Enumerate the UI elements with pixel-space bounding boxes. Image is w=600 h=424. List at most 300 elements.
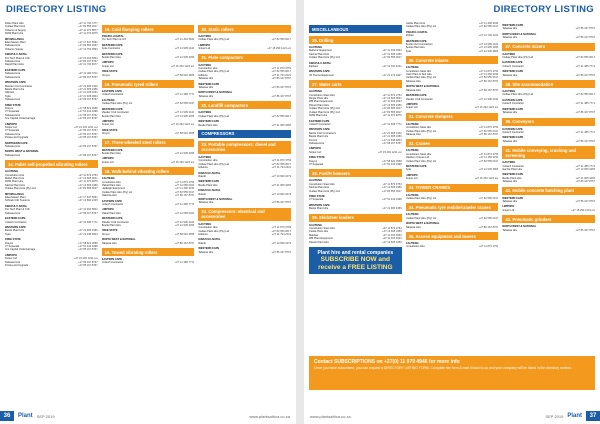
company-name: Gre Capital Undercarriage [5,248,36,252]
company-name: Outlaw Plant Hire (Pty) Ltd [405,129,437,133]
company-name: Outlaw Plant Hire (Pty) Ltd [198,114,230,118]
company-name: Dreyco [101,73,110,77]
region-heading: WESTERN CAPE [502,136,524,140]
phone-number: +27 86 167 8767 [478,225,499,229]
phone-number: +27 13 752 3893 [78,47,98,51]
phone-number: +27 12 665 3456 [382,52,402,56]
company-name: Mauder Civil Contractor [101,220,129,224]
listing-row [5,212,98,215]
category-heading: 42. Mobile concrete batching plant [502,187,595,195]
phone-number: +27 82 555 0017 [478,25,499,29]
company-name: Coltech Contractor [101,93,124,97]
region-heading: GAUTENG [101,98,115,102]
phone-number: +27 15 293 1221 ext [170,64,195,68]
region-heading: LIMPOPO [309,147,321,151]
listing-row [5,98,98,101]
left-column-3 [198,22,291,406]
listing-row [5,233,98,236]
company-name: Outlaw Plant Hire (Pty) Ltd [502,93,534,97]
region-heading: WESTERN CAPE [101,107,123,111]
phone-number: +27 86 167 8767 [78,248,98,252]
phone-number: +27 15 293 1221 ext [474,106,499,110]
phone-number: +27 11 974 8877 [78,28,98,32]
phone-number: +27 82 555 3907 [78,44,98,48]
phone-number: +27 86 167 8767 [78,211,98,215]
region-heading: NORTH WEST & NATIONAL [405,222,440,226]
region-heading: GAUTENG [502,52,516,56]
company-name: Dreyco [5,106,14,110]
region-heading: NORTH WEST & NATIONAL [198,91,233,95]
footer-brand: Plant [18,413,33,419]
company-name: Outlaw Plant Hire (Pty) Ltd [405,216,437,220]
phone-number: +27 82 555 0017 [174,102,195,106]
page-number: 37 [586,411,600,421]
region-heading: EASTERN CAPE [502,127,523,131]
company-name: Coltech Contractor [309,122,331,126]
listing-row [502,74,595,77]
listing-row [198,86,291,89]
listing-row [309,190,402,193]
phone-number: +27 21 905 3456 [174,56,195,60]
company-name: Tabassa Hire [198,201,214,205]
category-heading: 25. Drilling [309,36,402,44]
listing-row [502,111,595,114]
category-heading: 17. Three-wheeled steel rollers [102,139,195,147]
company-name: Tabassa Hire [5,211,21,215]
phone-number: +27 11 873 3753 [382,182,402,186]
company-name: Outlaw Plant Hire (Pty) Ltd [198,38,230,42]
phone-number: +27 41 486 7771 [382,122,402,126]
category-heading: 14. Pallet self-propelled vibrating rollers [5,160,98,168]
company-name: Tabassa Hire [502,228,518,232]
company-name: Pro Tech Plant & Crib [5,208,30,212]
company-name: Tabassa Hire [198,250,214,254]
company-name: Tabassa Hire [5,153,21,157]
phone-number: +27 86 167 8767 [271,77,292,81]
company-name: Schraik Crib Systems [5,199,30,203]
company-name: Bestle Civil Contractors [309,131,336,135]
region-heading: GAUTENG [502,90,516,94]
company-name: Tabassa Hire [5,145,21,148]
listing-row [102,123,195,126]
listing-row [102,152,195,155]
region-heading: GAUTENG [405,122,419,126]
region-heading: GAUTENG [405,66,419,70]
phone-number: +27 21 945 2261 [78,91,98,95]
phone-number: +27 21 905 2440 [78,84,98,88]
phone-number: +27 86 167 8767 [478,132,499,136]
company-name: Constitution Steel Hire [309,227,335,231]
listing-row [198,95,291,98]
company-name: Constitution Hire [101,180,121,184]
region-heading: FREE STATE [5,238,21,242]
company-name: Tabassa Hire [5,44,21,48]
phone-number: +27 21 905 3456 [382,207,402,211]
company-name: Ebenhaeser Plant [5,196,26,200]
phone-number: +27 82 555 0017 [382,110,402,114]
category-heading: 33. TOWER CRANES [406,184,499,192]
region-heading: WESTERN CAPE [101,52,123,56]
company-name: Bestle Plant Hire [198,183,218,187]
phone-number: +27 41 486 7771 [174,93,195,97]
phone-number: +27 82 555 0017 [382,56,402,60]
company-name: WB Plant Equipment [309,237,333,241]
region-heading: FREE STATE [101,128,118,132]
company-name: Constitution Steel Hire [405,152,432,156]
phone-number: +27 82 555 0017 [271,229,292,233]
company-name: Tabassa Hire [502,199,518,203]
category-heading: 22. Landfill compactors [198,101,291,109]
company-name: Sniper Ltd [101,64,114,68]
company-name: Makbas [309,233,319,237]
region-heading: GAUTENG [101,177,115,181]
company-name: Mauder Civil Contractor [405,97,433,101]
listing-row [198,233,291,236]
company-name: Raterit [198,192,206,196]
phone-number: +27 86 167 8767 [78,98,98,102]
company-name: Sniper Ltd [309,150,321,154]
region-heading: KWAZULU-NATAL [198,171,221,175]
region-heading: EASTERN CAPE [101,90,122,94]
category-heading: 18. Walk-behind vibrating rollers [102,167,195,175]
category-heading: 39. Conveyors [502,118,595,126]
company-name: Outlaw Plant Hire (Pty) Ltd [405,25,437,29]
phone-number: +27 86 167 8767 [174,194,195,198]
listing-row [309,198,402,201]
listing-row [309,114,402,117]
company-name: Dreyco [101,132,110,136]
ad-line-3: receive a FREE LISTING [318,263,393,271]
listing-row [5,145,98,148]
listing-row [406,168,499,171]
phone-number: +27 15 293 1221 ext [73,125,98,129]
company-name: Rapid Plant Hire [5,63,24,67]
phone-number: +27 86 167 8767 [78,145,98,148]
company-name: Coltech Contractor [502,102,524,106]
phone-number: +27 21 905 2440 [478,97,499,101]
company-name: Coltech Contractor [502,64,524,68]
left-column-1 [5,22,98,406]
listing-row [309,56,402,59]
phone-number: +27 86 167 8767 [575,139,596,143]
region-heading: WESTERN CAPE [405,164,427,168]
phone-number: +27 41 486 7771 [575,164,596,168]
phone-number: +27 21 905 2440 [174,47,195,51]
region-heading: KWAZULU-NATAL [5,53,28,57]
category-heading: 30. Concrete mixers [406,56,499,64]
phone-number: +27 12 665 3456 [78,183,98,187]
company-name: Outlaw Plant Hire (Pty) Ltd [309,56,340,60]
company-name: Outlaw Plant Hire (Pty) Ltd [405,159,437,163]
phone-number: +27 86 167 8767 [78,75,98,79]
company-name: Bestle Plant Hire [101,56,121,60]
phone-number: +27 21 945 4804 [78,232,98,236]
footer-issue: SEP 2019 [545,413,564,419]
phone-number: +27 21 905 2440 [174,111,195,115]
phone-number: +27 51 432 0498 [78,110,98,114]
category-heading: COMPRESSORS [198,130,291,138]
listing-row [502,102,595,105]
phone-number: +27 15 293 1221 ext [73,257,98,261]
company-name: JT Supacala [5,129,20,133]
listing-row [406,217,499,220]
region-heading: NORTH WEST & NATIONAL [5,150,39,154]
listing-row [406,89,499,92]
phone-number: +27 11 873 3753 [478,245,499,249]
region-heading: WESTERN CAPE [502,24,524,27]
phone-number: +27 12 665 0021 [78,177,98,181]
listing-row [502,140,595,143]
company-name: Tabassa Hire [101,241,117,245]
listing-row [198,201,291,204]
category-heading: 21. Plate compactors [198,54,291,62]
phone-number: +27 11 794 7277 [78,22,98,25]
listing-row [502,200,595,203]
phone-number: +27 11 466 9333 [382,233,402,237]
phone-number: +27 58 622 3658 [174,232,195,236]
company-name: RHW Plant Hire [5,180,24,184]
company-name: Outlaw Plant Hire [5,25,26,29]
phone-number: +27 11 794 2221 [271,233,292,236]
listing-row [309,142,402,145]
listing-row [406,98,499,101]
company-name: Tabassa Hire [5,260,21,264]
phone-number: +27 15 293 1221 ext [267,47,292,51]
phone-number: +27 21 905 3456 [78,87,98,91]
phone-number: +27 86 167 8767 [78,129,98,133]
company-name: Cash Plant & Tool Hire [405,73,432,77]
right-column-1-list [309,25,402,244]
phone-number: +27 11 794 2221 [271,73,292,77]
region-heading: WESTERN CAPE [502,173,524,177]
category-heading: 27. Water carts [309,80,402,88]
footer-site[interactable]: www.plantsafrica.co.za [310,413,351,419]
company-name: Dreyco [101,232,110,236]
listing-row [502,36,595,39]
region-heading: WESTERN CAPE [405,94,427,98]
listing-row [5,76,98,79]
region-heading: FREE STATE [309,195,325,198]
company-name: Tabassa Hire [405,225,421,229]
listing-row [406,133,499,136]
listing-row [102,161,195,164]
region-heading: MPUMALANGA [5,192,25,196]
phone-number: +27 15 293 1221 ext [377,150,402,154]
phone-number: +27 12 665 3456 [382,240,402,244]
phone-number: +27 41 486 7771 [174,261,195,265]
phone-number: +27 86 167 8767 [78,113,98,117]
phone-number: +27 41 484 5711 [78,72,98,76]
phone-number: +27 12 665 3456 [382,103,402,107]
region-heading: WESTERN CAPE [101,217,123,221]
listing-row [5,264,98,267]
region-heading: NORTH WEST & NATIONAL [502,225,537,229]
phone-number: +27 13 690 2225 [78,199,98,203]
region-heading: FREE STATE [101,229,118,233]
phone-number: +27 11 974 4875 [382,114,402,118]
phone-number: +27 15 293 1221 ext [571,208,596,212]
phone-number: +27 11 974 4875 [78,32,98,36]
left-footer [0,411,296,421]
company-name: Hillcrest [5,91,15,95]
company-name: Constitution Hire [198,226,218,230]
phone-number: +27 86 167 8767 [271,86,292,90]
phone-number: +27 21 905 3456 [174,114,195,118]
footer-site[interactable]: www.plantsafrica.co.za [249,413,290,419]
listing-row [309,241,402,244]
region-heading: LIMPOPO [5,122,17,126]
company-name: Malheric Equipment [309,49,332,53]
phone-number: +27 86 167 8767 [575,199,596,203]
listing-row [102,93,195,96]
listing-row [102,203,195,206]
listing-row [502,56,595,59]
region-heading: WESTERN CAPE [5,225,26,229]
region-heading: LIMPOPO [502,205,515,209]
phone-number: +27 86 167 8767 [478,79,499,83]
phone-number: +27 11 873 3753 [271,226,292,230]
company-name: Syke [5,232,11,236]
region-heading: NORTH WEST & NATIONAL [405,85,440,89]
phone-number: +27 86 167 8767 [78,132,98,136]
region-heading: WESTERN CAPE [405,39,427,43]
phone-number: +27 11 873 3753 [174,180,195,184]
phone-number: +27 82 555 0017 [174,190,195,194]
phone-number: +27 21 905 2440 [174,220,195,224]
phone-number: +27 58 622 3658 [78,241,98,245]
company-name: Constitution Hire [198,159,218,163]
phone-number: +27 41 486 7771 [78,220,98,224]
phone-number: +27 11 873 3753 [478,152,499,156]
region-heading: GAUTENG [309,179,322,183]
company-name: Outlaw Plant Hire (Pty) Ltd [502,56,534,60]
region-heading: LIMPOPO [101,61,114,65]
ad-line-1: Plant hire and rental companies [317,250,394,257]
company-name: Sachia Plant Hire [5,183,26,187]
phone-number: +27 41 486 7771 [575,64,596,68]
phone-number: +27 12 665 3456 [382,186,402,190]
company-name: Tabassa Hire [5,60,21,64]
phone-number: +27 82 555 0017 [478,216,499,220]
phone-number: +27 21 905 3456 [174,224,195,228]
category-heading: 35. Access equipment and towers [406,232,499,240]
phone-number: +27 13 690 1673 [271,174,292,178]
region-heading: WESTERN CAPE [502,70,524,74]
company-name: Tabassa Hire [502,36,518,40]
company-name: Hidelvia [198,233,208,236]
phone-number: +27 21 905 2440 [478,43,499,47]
left-page [0,0,296,424]
listing-row [406,226,499,229]
region-heading: FREE STATE [309,156,325,160]
listing-row [502,93,595,96]
phone-number: +27 21 905 3456 [174,151,195,155]
company-name: Outlaw Plant Hire (Pty) Ltd [309,107,340,111]
region-heading: NORTH WEST & NATIONAL [101,238,136,242]
company-name: Bestle Plant Hire [198,123,218,127]
listing-row [102,74,195,77]
company-name: Dreyco [5,241,14,245]
phone-number: +27 11 466 9333 [382,237,402,241]
company-name: Sachia Plant Hire [309,186,330,190]
phone-number: +27 11 466 9333 [478,73,499,77]
company-name: Dreyco [309,159,318,163]
listing-row [309,207,402,210]
contact-line-1: Contact SUBSCRIPTIONS on +27(0) 11 979 4946 for more info [314,359,460,365]
region-heading: EASTERN CAPE [101,258,122,262]
company-name: Hadleigh Equipment [101,187,126,191]
category-heading: 38. Site accommodation [502,80,595,88]
company-name: Constitution Hire [198,67,218,71]
company-name: Tabassa Hire [198,94,214,98]
listing-row [309,74,402,77]
company-name: Castle Plant Hire [405,22,426,25]
region-heading: WESTERN CAPE [309,70,330,74]
phone-number: +27 21 905 3456 [78,229,98,233]
phone-number: +27 86 167 8767 [382,141,402,145]
listing-row [5,199,98,202]
phone-number: +27 58 622 3658 [78,106,98,110]
company-name: Outlaw Plant Hire (Pty) Ltd [198,162,230,166]
phone-number: +27 11 873 3753 [271,67,292,71]
company-name: Coltech Contractor [101,261,124,265]
company-name: Outlaw Plant Hire (Pty) Ltd [405,76,437,80]
company-name: JT Supacala [309,198,324,202]
region-heading: WESTERN CAPE [198,247,220,251]
region-heading: GAUTENG [405,213,419,217]
company-name: Mabel Plant Hire [101,211,121,215]
company-name: Constitution Steel Hire [405,126,432,130]
region-heading: EASTERN CAPE [502,98,523,102]
listing-row [102,194,195,197]
contact-line-2: Once you have subscribed, you can request a DIRECTORY LISTING FORM. Complete the form & mail it back to us and your company will be listed in the directory section. [314,366,572,370]
phone-number: +27 86 167 8767 [78,136,98,140]
subscribe-ad[interactable] [309,247,402,274]
phone-number: +27 82 555 0017 [78,25,98,29]
phone-number: +27 41 486 7771 [174,203,195,206]
company-name: Elphant [405,34,415,38]
phone-number: +27 17 647 5551 [78,41,98,45]
company-name: Constitution Steel Hire [405,69,432,73]
phone-number: +27 82 555 0017 [78,187,98,191]
listing-row [5,248,98,251]
company-name: Bestle Plant Hire [309,207,329,211]
left-page-title: DIRECTORY LISTING [6,4,107,15]
region-heading: KWAZULU-NATAL [101,35,124,38]
company-name: RHW Plant Hire [5,32,24,36]
right-column-2 [406,22,499,406]
region-heading: LIMPOPO [198,43,211,47]
company-name: Bestle Plant Hire [309,135,329,139]
company-name: Makonia Hire [101,194,117,198]
listing-row [406,34,499,37]
region-heading: LIMPOPO [5,253,17,257]
listing-row [102,38,195,41]
region-heading: WESTERN CAPE [198,180,220,184]
phone-number: +27 82 555 0017 [271,70,292,74]
company-name: JN Tourne Equipment [309,73,334,77]
listing-row [102,56,195,59]
phone-number: +27 11 974 4875 [78,180,98,184]
phone-number: +27 11 873 3753 [382,227,402,231]
listing-row [406,50,499,53]
listing-row [406,80,499,83]
region-heading: NORTH WEST & NATIONAL [502,32,537,36]
phone-number: +27 41 486 7771 [575,130,596,134]
listing-row [102,65,195,68]
category-heading: 23. Portable compressors: diesel and accessories [198,141,291,154]
phone-number: +27 12 665 0021 [174,183,195,187]
